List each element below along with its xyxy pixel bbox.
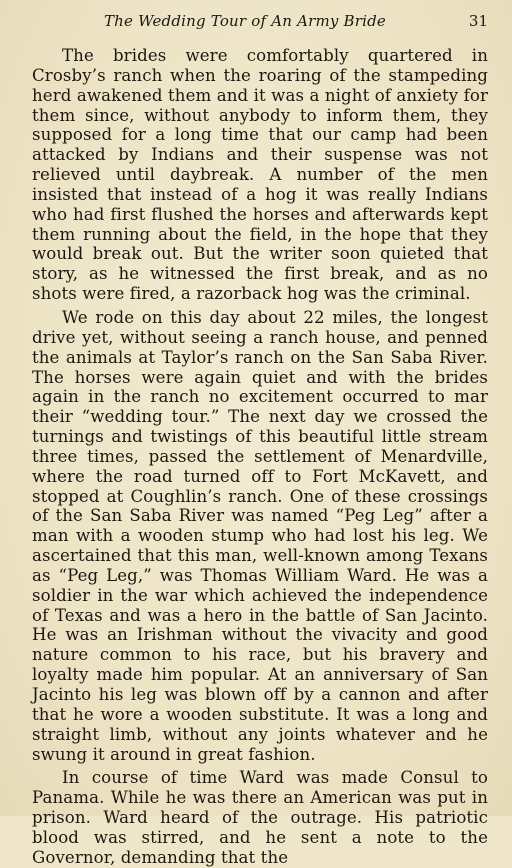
running-header	[32, 12, 488, 34]
body-text	[32, 46, 488, 868]
paragraph-taylors-ranch: We rode on this day about 22 miles, the longest drive yet, without seeing a ranch house, and penned the animals at Taylor’s ranch on the San Saba River. The horses were again quiet and with the brides again in the ranch no excitement occurred to mar their “wedding tour.” The next day we crossed the turnings and twistings of this beautiful little stream three times, passed the settlement of Menardville, where the road turned off to Fort McKavett, and stopped at Coughlin’s ranch. One of these crossings of the San Saba River was named “Peg Leg” after a man with a wooden stump who had lost his leg. We ascertained that this man, well-known among Texans as “Peg Leg,” was Thomas William Ward. He was a soldier in the war which achieved the independence of Texas and was a hero in the battle of San Jacinto. He was an Irishman without the vivacity and good nature common to his race, but his bravery and loyalty made him popular. At an anniversary of San Jacinto his leg was blown off by a cannon and after that he wore a wooden substitute. It was a long and straight limb, without any joints whatever and he swung it around in great fashion.	[32, 307, 488, 764]
paragraph-crosbys-ranch: The brides were comfortably quartered in Crosby’s ranch when the roaring of the stampeding herd awakened them and it was a night of anxiety for them since, without anybody to inform them, they supposed for a long time that our camp had been attacked by Indians and their suspense was not relieved until daybreak. A number of the men insisted that instead of a hog it was really Indians who had first flushed the horses and afterwards kept them running about the field, in the hope that they would break out. But the writer soon quieted that story, as he witnessed the first break, and as no shots were fired, a razorback hog was the criminal.	[32, 46, 488, 304]
running-title: The Wedding Tour of An Army Bride	[103, 12, 387, 30]
page-number: 31	[468, 12, 488, 30]
paragraph-consul-to-panama: In course of time Ward was made Consul to Panama. While he was there an American was put in prison. Ward heard of the outrage. His patriotic blood was stirred, and he sent a note to the Governor, demanding that the	[32, 768, 488, 867]
